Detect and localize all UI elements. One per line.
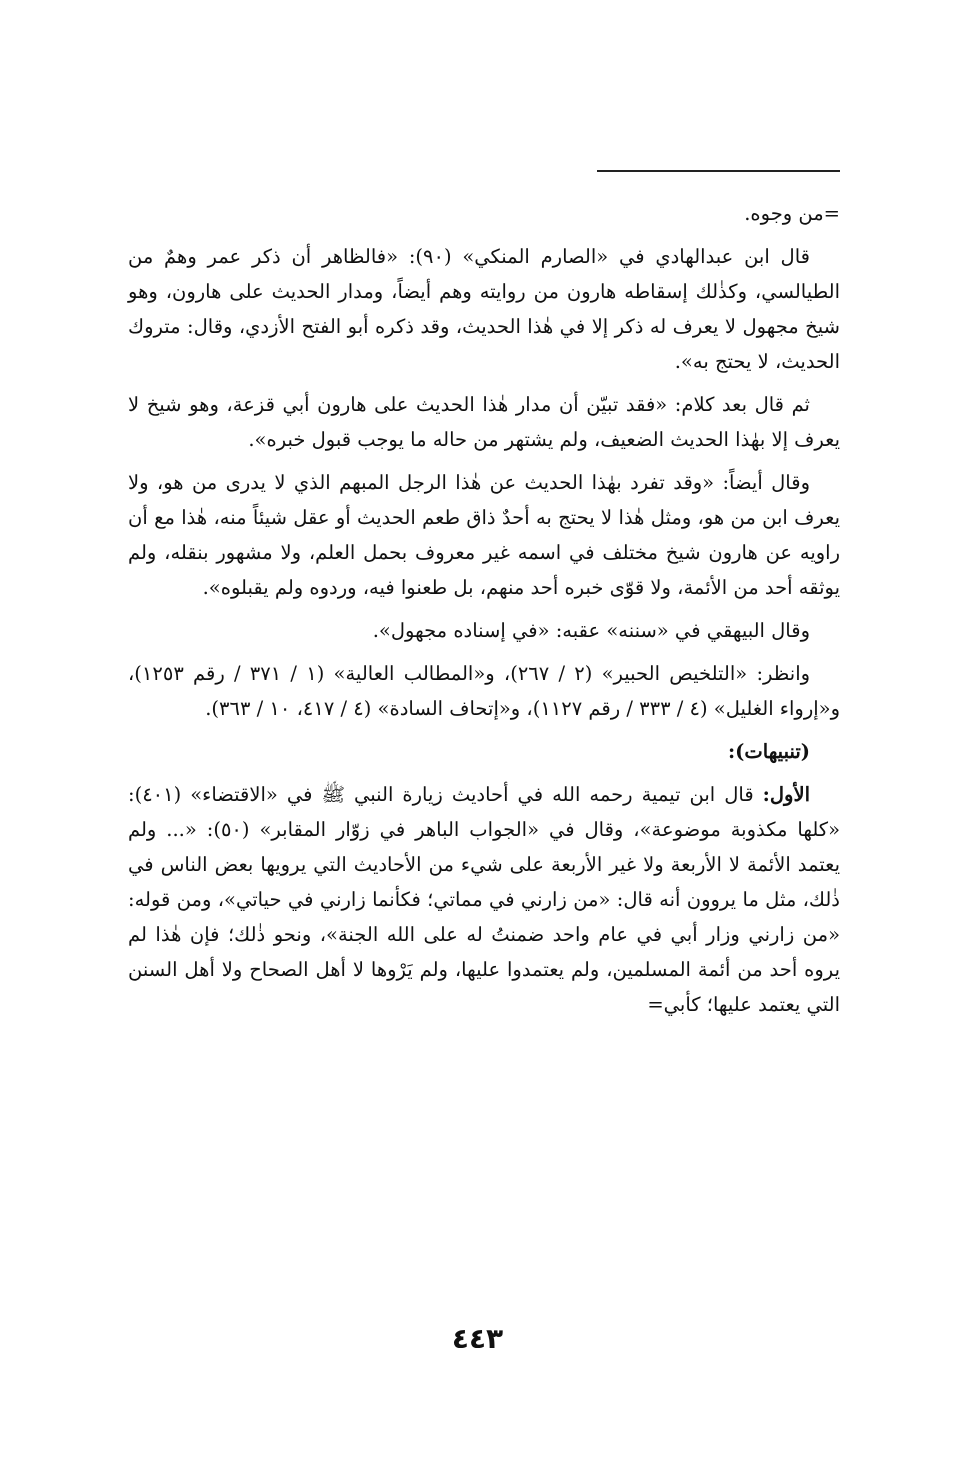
page-number: ٤٤٣ — [451, 1322, 504, 1355]
first-note-text: قال ابن تيمية رحمه الله في أحاديث زيارة النبي ﷺ في «الاقتضاء» (٤٠١): «كلها مكذوبة موضوعة»، وقال في «الجواب الباهر في زوّار المقابر» (٥٠): «... ولم يعتمد الأئمة لا الأربعة ولا غير الأربعة على شيء من الأحاديث التي يرويها بعض الناس في ذٰلك، مثل ما يروون أنه قال: «من زارني في مماتي؛ فكأنما زارني في حياتي»، ومن قوله: «من زارني وزار أبي في عام واحد ضمنتُ له على الله الجنة»، ونحو ذٰلك؛ فإن هٰذا لم يروه أحد من أئمة المسلمين، ولم يعتمدوا عليها، ولم يَرْوها لا أهل الصحاح ولا أهل السنن التي يعتمد عليها؛ كأبي= — [128, 783, 841, 1016]
footnote-paragraph-2: ثم قال بعد كلام: «فقد تبيّن أن مدار هٰذا الحديث على هارون أبي قزعة، وهو شيخ لا يعرف إلا بهٰذا الحديث الضعيف، ولم يشتهر من حاله ما يوجب قبول خبره». — [128, 393, 840, 451]
footnote-text-block — [128, 196, 840, 1030]
notes-heading: (تنبيهات): — [727, 740, 810, 763]
footnote-paragraph-4: وقال البيهقي في «سننه» عقبه: «في إسناده مجهول». — [372, 619, 810, 642]
footnote-paragraph-6 — [128, 777, 840, 1022]
footnote-separator-rule — [597, 170, 840, 172]
footnote-paragraph-3: وقال أيضاً: «وقد تفرد بهٰذا الحديث عن هٰذا الرجل المبهم الذي لا يدرى من هو، ولا يعرف ابن من هو، ومثل هٰذا لا يحتج به أحدٌ ذاق طعم الحديث أو عقل شيئاً منه، هٰذا مع أن راويه عن هارون شيخ مختلف في اسمه غير معروف بحمل العلم، ولا مشهور بنقله، ولم يوثقه أحد من الأئمة، ولا قوّى خبره أحد منهم، بل طعنوا فيه، وردوه ولم يقبلوه». — [128, 471, 840, 599]
footnote-paragraph-5: وانظر: «التلخيص الحبير» (٢ / ٢٦٧)، و«المطالب العالية» (١ / ٣٧١ / رقم ١٢٥٣)، و«إرواء الغليل» (٤ / ٣٣٣ / رقم ١١٢٧)، و«إتحاف السادة» (٤ / ٤١٧، ١٠ / ٣٦٣). — [128, 662, 840, 720]
footnote-paragraph-1: قال ابن عبدالهادي في «الصارم المنكي» (٩٠): «فالظاهر أن ذكر عمر وهمٌ من الطيالسي، وكذٰلك إسقاطه هارون من روايته وهم أيضاً، ومدار الحديث على هارون، وهو شيخ مجهول لا يعرف له ذكر إلا في هٰذا الحديث، وقد ذكره أبو الفتح الأزدي، وقال: متروك الحديث، لا يحتج به». — [128, 245, 840, 373]
first-note-label: الأول: — [762, 783, 810, 806]
footnote-continuation: =من وجوه. — [744, 202, 840, 225]
